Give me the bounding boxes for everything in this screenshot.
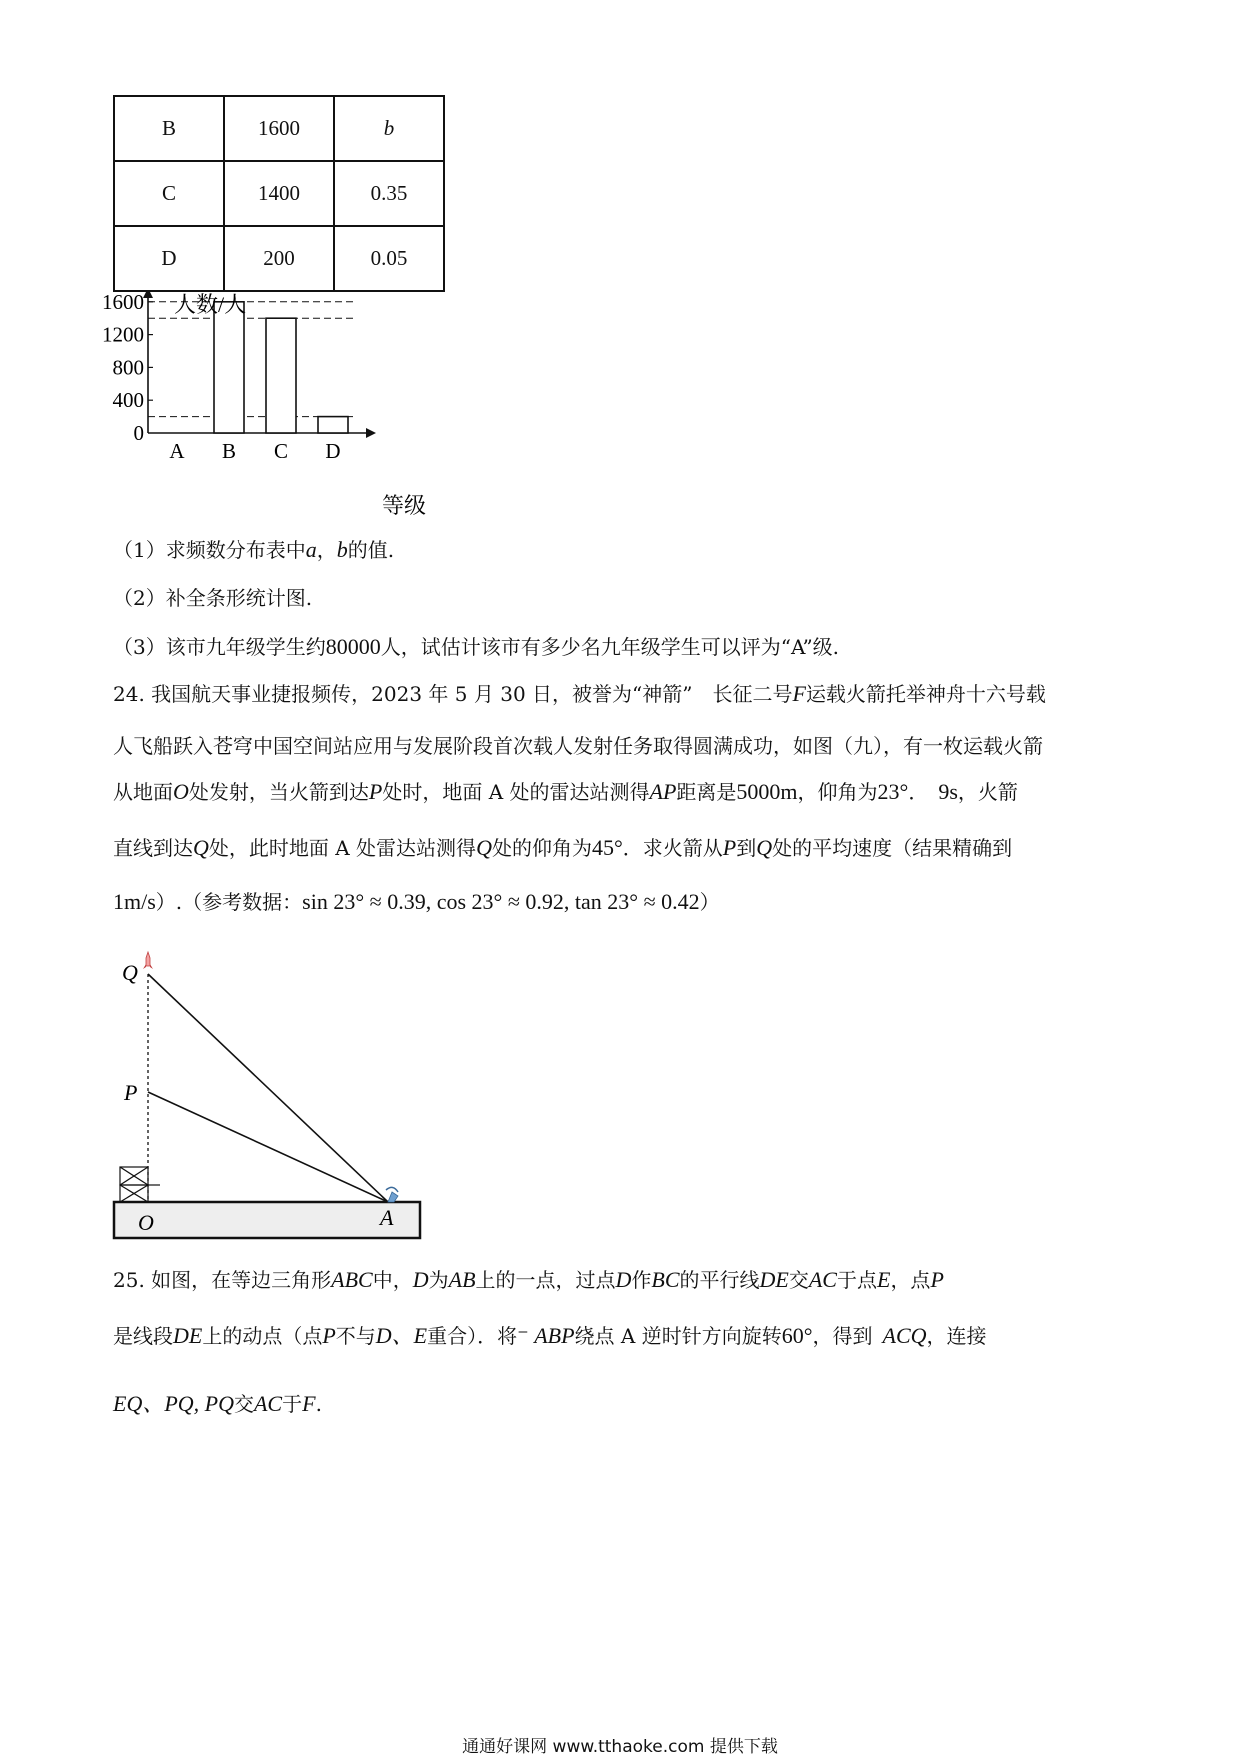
t: 处发射，当火箭到达 (188, 780, 369, 804)
var-P: P (930, 1267, 944, 1292)
table-cell-count: 200 (224, 226, 334, 291)
q25-line2 (113, 1322, 987, 1350)
var-P: P (722, 835, 737, 860)
q23-part2: （2）补全条形统计图. (113, 586, 313, 610)
t: . (315, 1392, 322, 1416)
chart-category-label: D (325, 439, 341, 463)
q24-line2: 人飞船跃入苍穹中国空间站应用与发展阶段首次载人发射任务取得圆满成功，如图（九），有一枚运载火箭 (113, 734, 1043, 758)
q24-line3 (113, 778, 1018, 806)
t: ）.（参考数据： (155, 890, 303, 914)
t: 距离是 (676, 780, 737, 804)
time-value: 9s (938, 779, 958, 804)
label-A: A (380, 1205, 394, 1230)
q25-line1 (113, 1266, 944, 1294)
distance-value: 5000m (736, 779, 798, 804)
var-O: O (173, 779, 189, 804)
t: 处的平均速度（结果精确到 (772, 836, 1013, 860)
t: 处时，地面 A 处的雷达站测得 (382, 780, 650, 804)
t: 交 (233, 1392, 254, 1416)
chart-x-axis-arrow (366, 428, 376, 438)
q24-l1-post: 运载火箭托举神舟十六号载 (805, 682, 1046, 706)
radar-icon (386, 1187, 398, 1202)
var-E: E (876, 1267, 891, 1292)
chart-y-axis-arrow (143, 290, 153, 298)
q23-sep: ， (316, 538, 337, 562)
t: 上的一点，过点 (475, 1268, 616, 1292)
label-Q: Q (122, 960, 138, 985)
table-cell-count: 1400 (224, 161, 334, 226)
table-row (114, 96, 444, 161)
t: 上的动点（点 (202, 1324, 323, 1348)
table-row (114, 226, 444, 291)
q23-part1-text: （1）求频数分布表中 (113, 538, 306, 562)
table-cell-frequency: 0.35 (334, 161, 444, 226)
t: 直线到达 (113, 836, 193, 860)
table-cell-grade: D (114, 226, 224, 291)
q24-line1 (113, 680, 1046, 708)
label-O: O (138, 1210, 154, 1235)
chart-y-axis-label: 人数/人 (174, 292, 247, 317)
var-Q: Q (756, 835, 773, 860)
t: 绕点 A 逆时针方向旋转 (574, 1324, 782, 1348)
chart-bar (214, 302, 244, 433)
reference-data: sin 23° ≈ 0.39, cos 23° ≈ 0.92, tan 23° ≈ 0.42 (302, 889, 700, 914)
t: ，得到 (812, 1324, 873, 1348)
t: 不与 (335, 1324, 376, 1348)
angle-value: 45° (591, 835, 623, 860)
chart-bar (266, 318, 296, 433)
t: 作 (631, 1268, 652, 1292)
launch-tower-icon (120, 1167, 160, 1202)
line-AP (148, 1092, 388, 1202)
t: ，仰角为 (797, 780, 878, 804)
var-D: D (412, 1267, 429, 1292)
t: 25. 如图，在等边三角形 (113, 1268, 332, 1292)
chart-category-label: C (273, 439, 289, 463)
chart-y-tick-label: 1200 (102, 322, 144, 347)
var-a: a (305, 537, 317, 562)
q23-part1-end: 的值. (347, 538, 395, 562)
var-F: F (302, 1391, 316, 1416)
t: ，火箭 (957, 780, 1018, 804)
table-cell-frequency: b (334, 96, 444, 161)
chart-y-tick-label: 1600 (102, 290, 144, 314)
frequency-table (113, 95, 445, 292)
q24-l1-pre: 24. 我国航天事业捷报频传，2023 年 5 月 30 日，被誉为“神箭” 长征二号 (113, 682, 793, 706)
var-Q: Q (193, 835, 209, 860)
unit-value: 1m/s (113, 889, 156, 914)
chart-y-tick-label: 800 (112, 355, 144, 380)
chart-x-axis-label: 等级 (382, 493, 427, 518)
var-ACQ: ACQ (882, 1323, 927, 1348)
chart-y-tick-label: 400 (112, 388, 144, 413)
q23-part3-pre: （3）该市九年级学生约 (113, 635, 326, 659)
var-EQ-PQ: EQ、PQ, PQ (113, 1391, 234, 1416)
chart-bar (318, 417, 348, 433)
q24-line4 (113, 834, 1012, 862)
var-AP: AP (649, 779, 677, 804)
angle-value: 60° (781, 1323, 813, 1348)
var-DE: DE (759, 1267, 789, 1292)
table-cell-grade: B (114, 96, 224, 161)
var-DE: DE (173, 1323, 203, 1348)
t: 交 (788, 1268, 809, 1292)
var-F: F (792, 681, 806, 706)
q23-part3-post: 人，试估计该市有多少名九年级学生可以评为“A”级. (380, 635, 840, 659)
q25-line3 (113, 1390, 322, 1418)
rocket-figure (100, 940, 440, 1240)
table-cell-frequency: 0.05 (334, 226, 444, 291)
q23-part1 (113, 536, 394, 564)
var-P: P (368, 779, 383, 804)
t: ，连接 (926, 1324, 987, 1348)
t: ．求火箭从 (622, 836, 723, 860)
var-AB: AB (448, 1267, 476, 1292)
label-P: P (124, 1080, 138, 1105)
t: 于点 (836, 1268, 877, 1292)
t: 于 (282, 1392, 303, 1416)
bar-chart (100, 290, 440, 520)
table-cell-count: 1600 (224, 96, 334, 161)
var-D: D (615, 1267, 632, 1292)
t: 是线段 (113, 1324, 173, 1348)
var-D-E: D、E (375, 1323, 428, 1348)
ground (114, 1202, 420, 1238)
var-BC: BC (651, 1267, 680, 1292)
var-ABC: ABC (331, 1267, 373, 1292)
table-cell-grade: C (114, 161, 224, 226)
chart-category-label: B (221, 439, 237, 463)
q24-line5 (113, 888, 720, 916)
t: 处的仰角为 (491, 836, 592, 860)
var-b: b (336, 537, 348, 562)
var-AC: AC (253, 1391, 283, 1416)
t: 的平行线 (679, 1268, 760, 1292)
var-Q: Q (476, 835, 492, 860)
rocket-icon (143, 952, 153, 969)
table-row (114, 161, 444, 226)
var-ABP: ⁻ ABP (517, 1323, 575, 1348)
var-P: P (322, 1323, 336, 1348)
t: 重合）．将 (427, 1324, 518, 1348)
q23-part3 (113, 633, 839, 661)
t: 到 (736, 836, 757, 860)
chart-category-label: A (169, 439, 185, 463)
t: 从地面 (113, 780, 173, 804)
student-count: 80000 (325, 634, 381, 659)
page-footer: 通通好课网 www.tthaoke.com 提供下载 (462, 1737, 778, 1757)
line-AQ (148, 974, 388, 1202)
var-AC: AC (808, 1267, 837, 1292)
t: 处，此时地面 A 处雷达站测得 (208, 836, 477, 860)
angle-value: 23° (877, 779, 909, 804)
t: ，点 (890, 1268, 931, 1292)
t: 中， (372, 1268, 413, 1292)
t: ． (908, 780, 929, 804)
chart-y-tick-label: 0 (133, 421, 144, 445)
t: 为 (428, 1268, 449, 1292)
t: ） (699, 890, 720, 914)
